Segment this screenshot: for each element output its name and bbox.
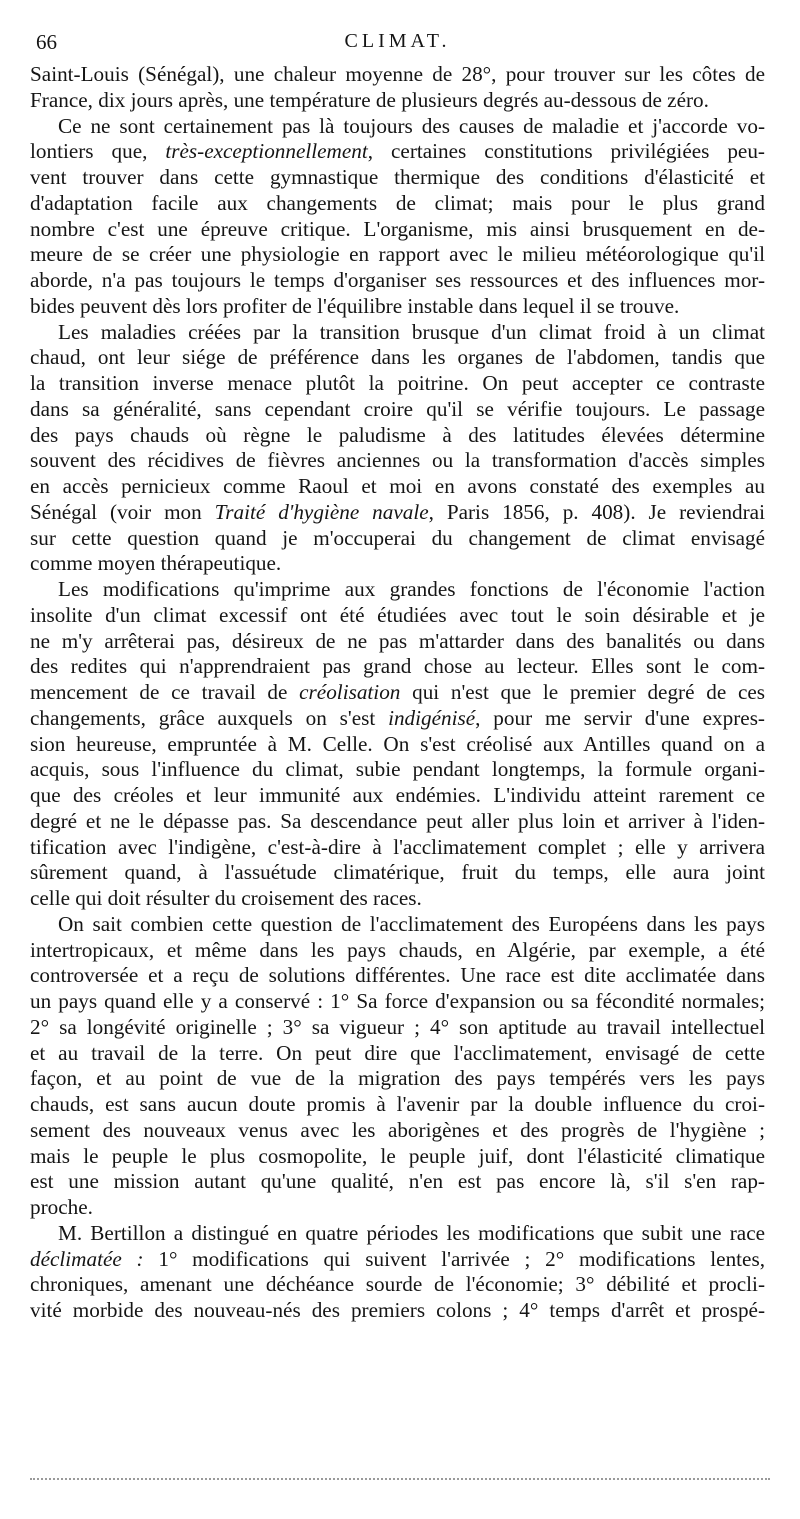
text-line: intertropicaux, et même dans les pays chauds, en Algérie, par exemple, a été [30, 937, 765, 962]
book-page [30, 26, 765, 1324]
text-line: sement des nouveaux venus avec les aborigènes et des progrès de l'hygiène ; [30, 1117, 765, 1142]
footer-dotted-rule [30, 1478, 770, 1480]
text-segment: , pour me servir d'une expres- [475, 705, 765, 730]
text-line: comme moyen thérapeutique. [30, 551, 282, 576]
text-line: chauds, est sans aucun doute promis à l'avenir par la double influence du croi- [30, 1092, 765, 1116]
text-line: 2° sa longévité originelle ; 3° sa vigueur ; 4° son aptitude au travail intellectuel [30, 1014, 765, 1039]
text-line: tification avec l'indigène, c'est-à-dire à l'acclimatement complet ; elle y arrivera [30, 834, 765, 859]
text-line [30, 500, 765, 526]
text-line: façon, et au point de vue de la migration des pays tempérés vers les pays [30, 1066, 765, 1091]
text-line [30, 680, 765, 706]
text-line: sion heureuse, empruntée à M. Celle. On s'est créolisé aux Antilles quand on a [30, 731, 765, 756]
text-line [30, 139, 765, 165]
text-segment: mencement de ce travail de [30, 680, 300, 704]
text-segment: 1° modifications qui suivent l'arrivée ; 2° modifications lentes, [143, 1246, 765, 1271]
text-line: sûrement quand, à l'assuétude climatérique, fruit du temps, elle aura joint [30, 860, 765, 885]
text-line: est une mission autant qu'une qualité, n'en est pas encore là, s'il s'en rap- [30, 1169, 765, 1194]
italic-text: Traité d'hygiène navale [214, 499, 429, 524]
text-line: meure de se créer une physiologie en rapport avec le milieu météorologique qu'il [30, 242, 765, 267]
body-text [30, 62, 765, 1324]
text-line: Ce ne sont certainement pas là toujours des causes de maladie et j'accorde vo- [58, 113, 765, 138]
text-line: celle qui doit résulter du croisement des races. [30, 886, 422, 910]
text-line: Les maladies créées par la transition brusque d'un climat froid à un climat [58, 319, 765, 344]
text-segment: , certaines constitutions privilégiées peu- [367, 139, 765, 164]
page-header [30, 26, 765, 62]
text-line: M. Bertillon a distingué en quatre périodes les modifications que subit une race [58, 1220, 765, 1245]
text-line: en accès pernicieux comme Raoul et moi en avons constaté des exemples au [30, 474, 765, 498]
text-line: insolite d'un climat excessif ont été étudiées avec tout le soin désirable et je [30, 602, 765, 627]
text-line: France, dix jours après, une température de plusieurs degrés au-dessous de zéro. [30, 87, 709, 112]
text-line: dans sa généralité, sans cependant croire qu'il se vérifie toujours. Le passage [30, 396, 765, 421]
text-line: vent trouver dans cette gymnastique thermique des conditions d'élasticité et [30, 165, 765, 189]
text-segment: lontiers que, [30, 139, 166, 164]
text-line: bides peuvent dès lors profiter de l'équilibre instable dans lequel il se trouve. [30, 293, 680, 318]
text-line: acquis, sous l'influence du climat, subie pendant longtemps, la formule organi- [30, 757, 765, 782]
text-line [30, 1247, 765, 1273]
text-line: un pays quand elle y a conservé : 1° Sa force d'expansion ou sa fécondité normales; [30, 989, 765, 1013]
text-line: sur cette question quand je m'occuperai du changement de climat envisagé [30, 525, 765, 550]
text-line: degré et ne le dépasse pas. Sa descendance peut aller plus loin et arriver à l'iden- [30, 808, 765, 833]
text-segment: Sénégal (voir mon [30, 499, 215, 524]
text-segment: , Paris 1856, p. 408). Je reviendrai [428, 499, 765, 524]
text-line: On sait combien cette question de l'acclimatement des Européens dans les pays [58, 911, 765, 936]
text-segment: qui n'est que le premier degré de ces [400, 680, 765, 704]
italic-text: très-exceptionnellement [165, 139, 368, 164]
text-line: que des créoles et leur immunité aux endémies. L'individu atteint rarement ce [30, 783, 765, 807]
italic-text: déclimatée : [30, 1246, 144, 1271]
text-line: la transition inverse menace plutôt la poitrine. On peut accepter ce contraste [30, 371, 765, 395]
text-line: d'adaptation facile aux changements de climat; mais pour le plus grand [30, 190, 765, 215]
text-line: des redites qui n'apprendraient pas grand chose au lecteur. Elles sont le com- [30, 654, 765, 679]
text-line: et au travail de la terre. On peut dire que l'acclimatement, envisagé de cette [30, 1040, 765, 1065]
text-line: Saint-Louis (Sénégal), une chaleur moyenne de 28°, pour trouver sur les côtes de [30, 62, 765, 86]
italic-text: créolisation [299, 680, 401, 704]
text-line: des pays chauds où règne le paludisme à des latitudes élevées détermine [30, 422, 765, 447]
italic-text: indigénisé [388, 705, 476, 730]
text-line: proche. [30, 1195, 93, 1219]
text-line: aborde, n'a pas toujours le temps d'organiser ses ressources et des influences mor- [30, 268, 765, 292]
text-line: souvent des récidives de fièvres anciennes ou la transformation d'accès simples [30, 448, 765, 473]
text-line: ne m'y arrêterai pas, désireux de ne pas m'attarder dans des banalités ou dans [30, 628, 765, 653]
text-line: mais le peuple le plus cosmopolite, le peuple juif, dont l'élasticité climatique [30, 1143, 765, 1168]
running-head: CLIMAT. [344, 30, 451, 52]
text-line: chaud, ont leur siége de préférence dans les organes de l'abdomen, tandis que [30, 345, 765, 370]
text-line: nombre c'est une épreuve critique. L'organisme, mis ainsi brusquement en de- [30, 216, 765, 241]
page-number: 66 [36, 30, 57, 54]
text-segment: changements, grâce auxquels on s'est [30, 705, 389, 730]
text-line [30, 706, 765, 732]
text-line: controversée et a reçu de solutions différentes. Une race est dite acclimatée dans [30, 963, 765, 988]
text-line: Les modifications qu'imprime aux grandes fonctions de l'économie l'action [58, 577, 765, 601]
text-line: vité morbide des nouveau-nés des premiers colons ; 4° temps d'arrêt et prospé- [30, 1298, 765, 1322]
text-line: chroniques, amenant une déchéance sourde de l'économie; 3° débilité et procli- [30, 1272, 765, 1297]
